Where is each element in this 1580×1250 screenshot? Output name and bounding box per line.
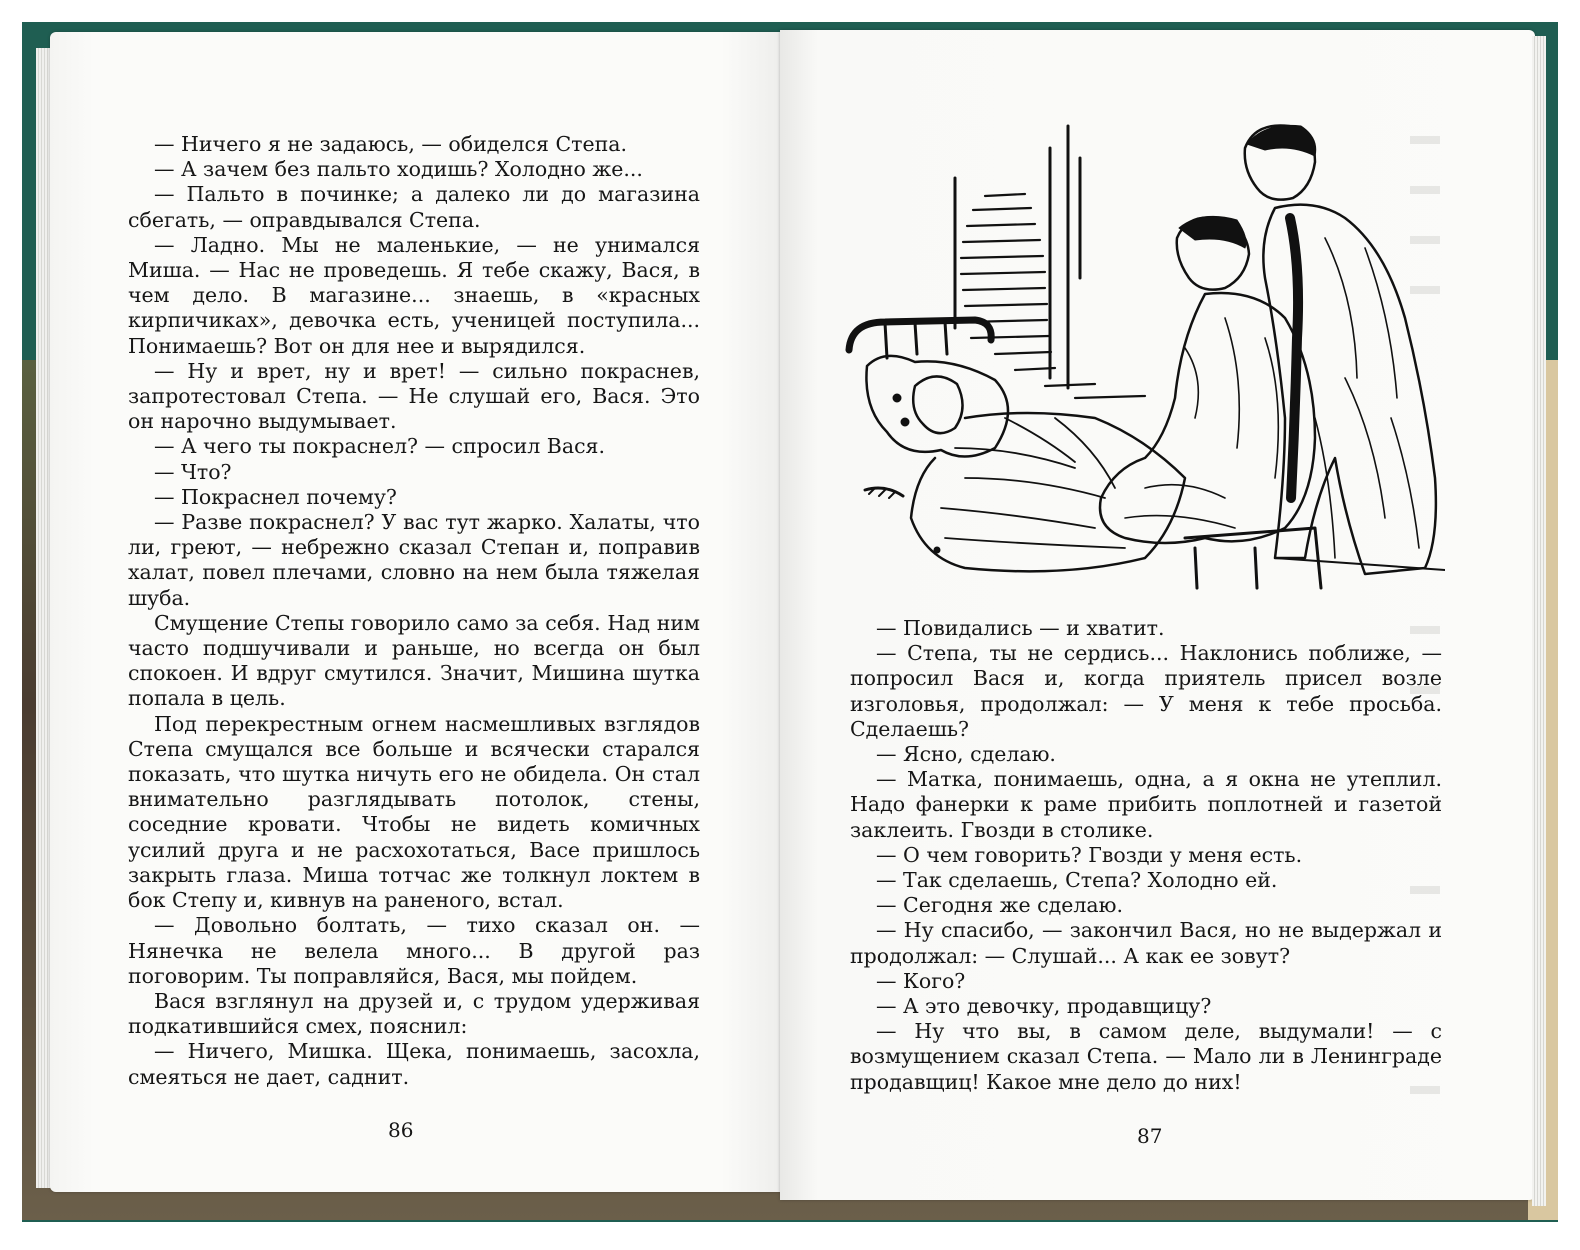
paragraph: Смущение Степы говорило само за себя. Над ним часто подшучивали и раньше, но всегда он был спокоен. И вдруг смутился. Значит, Мишина шутка попала в цель.	[128, 610, 700, 711]
blanket	[911, 413, 1185, 571]
page-number-left: 86	[388, 1118, 414, 1142]
paragraph: — Пальто в починке; а далеко ли до магазина сбегать, — оправдывался Степа.	[128, 182, 700, 232]
right-page-text	[850, 616, 1442, 1095]
paragraph: — Ну спасибо, — закончил Вася, но не выдержал и продолжал: — Слушай... А как ее зовут?	[850, 918, 1442, 968]
paragraph: Вася взглянул на друзей и, с трудом удерживая подкатившийся смех, пояснил:	[128, 988, 700, 1039]
paragraph: — Матка, понимаешь, одна, а я окна не утеплил. Надо фанерки к раме прибить поплотней и газетой заклеить. Гвозди в столике.	[850, 767, 1442, 842]
paragraph: — А чего ты покраснел? — спросил Вася.	[154, 434, 606, 459]
paragraph: — Ничего, Мишка. Щека, понимаешь, засохла, смеяться не дает, саднит.	[128, 1039, 700, 1089]
paragraph: — А зачем без пальто ходишь? Холодно же...	[154, 157, 643, 182]
paragraph: — О чем говорить? Гвозди у меня есть.	[876, 842, 1303, 867]
paragraph: — Степа, ты не сердись... Наклонись поближе, — попросил Вася и, когда приятель присел возле изголовья, продолжал: — У меня к тебе просьба. Сделаешь?	[850, 641, 1442, 741]
paragraph: — Ладно. Мы не маленькие, — не унимался Миша. — Нас не проведешь. Я тебе скажу, Вася, в чем дело. В магазине... знаешь, в «красных кирпичиках», девочка есть, ученицей поступила... Понимаешь? Вот он для нее и вырядился.	[128, 232, 700, 358]
paragraph: Под перекрестным огнем насмешливых взглядов Степа смущался все больше и всячески старался показать, что шутка ничуть его не обидела. Он стал внимательно разглядывать потолок, стены, соседние кровати. Чтобы не видеть комичных усилий друга и не расхохотаться, Васе пришлось закрыть глаза. Миша тотчас же толкнул локтем в бок Степу и, кивнув на раненого, встал.	[128, 711, 700, 913]
hospital-bed-illustration	[845, 118, 1445, 598]
paragraph: — Кого?	[876, 968, 966, 993]
bed-headboard	[849, 320, 991, 350]
page-number-right: 87	[1137, 1124, 1163, 1148]
paragraph: — Сегодня же сделаю.	[876, 893, 1124, 918]
seated-boy-body	[1100, 293, 1315, 543]
pillow	[866, 356, 1008, 457]
paragraph: — Ничего я не задаюсь, — обиделся Степа.	[154, 132, 628, 156]
paragraph: — Ясно, сделаю.	[876, 742, 1056, 767]
paragraph: — А это девочку, продавщицу?	[876, 994, 1212, 1019]
paragraph: — Разве покраснел? У вас тут жарко. Халаты, что ли, греют, — небрежно сказал Степан и, поправив халат, повел плечами, словно на нем была тяжелая шуба.	[128, 510, 700, 610]
paragraph: — Ну что вы, в самом деле, выдумали! — с возмущением сказал Степа. — Мало ли в Ленинграде продавщиц! Какое мне дело до них!	[850, 1019, 1442, 1094]
paragraph: — Ну и врет, ну и врет! — сильно покраснев, запротестовал Степа. — Не слушай его, Вася. Это он нарочно выдумывает.	[128, 358, 700, 434]
paragraph: — Повидались — и хватит.	[876, 616, 1165, 640]
patient-head	[913, 376, 962, 433]
paragraph: — Так сделаешь, Степа? Холодно ей.	[876, 868, 1278, 893]
paragraph: — Что?	[154, 459, 232, 484]
left-page-text	[128, 132, 700, 1090]
paragraph: — Довольно болтать, — тихо сказал он. — Нянечка не велела много... В другой раз поговорим. Ты поправляйся, Вася, мы пойдем.	[128, 913, 700, 988]
right-page-stack	[1532, 36, 1546, 1206]
window-shading	[961, 194, 1145, 398]
paragraph: — Покраснел почему?	[154, 484, 397, 509]
